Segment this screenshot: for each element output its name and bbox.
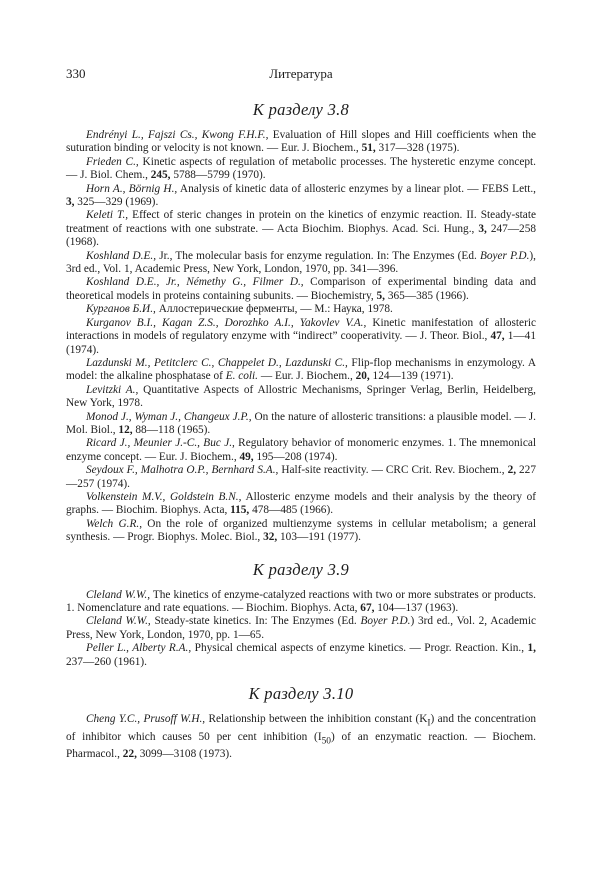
reference-text: Steady-state kinetics. In: The Enzymes (Ed.: [150, 615, 361, 628]
reference-authors: Levitzki A.,: [86, 383, 139, 396]
section-title: К разделу 3.8: [252, 100, 350, 119]
reference-text: 237—260 (1961).: [66, 655, 147, 668]
page-number: 330: [66, 66, 86, 81]
reference-volume: 3,: [66, 196, 75, 209]
reference-text: 1—41 (1974).: [66, 330, 536, 356]
reference-text: 88—118 (1965).: [132, 423, 211, 436]
reference-text: I: [427, 718, 431, 729]
reference-text: The kinetics of enzyme-catalyzed reactions with two or more substrates or products. 1. Nomenclature and rate equations. — Biochim. Biophys. Acta,: [66, 588, 536, 614]
reference-text: 50: [321, 735, 331, 746]
reference-text: On the nature of allosteric transitions: a plausible model. — J. Mol. Biol.,: [66, 410, 536, 436]
reference-volume: 5,: [376, 289, 385, 302]
reference-authors: Cleland W.W.,: [86, 615, 151, 628]
reference-volume: 22,: [122, 748, 137, 761]
reference-authors: Lazdunski M., Petitclerc C., Chappelet D., Lazdunski C.,: [86, 356, 348, 369]
reference-entry: [66, 276, 536, 303]
reference-authors: Koshland D.E., Jr., Némethy G., Filmer D.,: [86, 276, 304, 289]
reference-volume: 245,: [150, 169, 171, 182]
reference-text: On the role of organized multienzyme systems in cellular metabolism; a general synthesis. — Progr. Biophys. Molec. Biol.,: [66, 517, 536, 544]
reference-authors: Seydoux F., Malhotra O.P., Bernhard S.A.,: [86, 464, 279, 477]
reference-text: 325—329 (1969).: [74, 196, 159, 209]
reference-entry: [66, 183, 536, 210]
reference-text: ) and the concentration of inhibitor which causes 50 per cent inhibition (I: [66, 713, 536, 743]
reference-authors: Horn A., Börnig H.,: [86, 182, 178, 195]
reference-entry: [66, 491, 536, 518]
reference-authors: Cheng Y.C., Prusoff W.H.,: [86, 713, 206, 726]
running-head: [66, 66, 536, 84]
reference-authors: Welch G.R.,: [86, 517, 143, 530]
reference-entry: [66, 129, 536, 156]
reference-entry: [66, 357, 536, 384]
reference-text: Allosteric enzyme models and their analysis by the theory of graphs. — Biochim. Biophys. Acta,: [66, 490, 537, 517]
reference-entry: [66, 437, 536, 464]
reference-text: 124—139 (1971).: [369, 370, 454, 383]
reference-authors: Kurganov B.I., Kagan Z.S., Dorozhko A.I., Yakovlev V.A.,: [86, 316, 367, 329]
reference-text: 317—328 (1975).: [375, 142, 460, 155]
reference-entry: [66, 411, 536, 438]
reference-authors: Frieden C.,: [86, 155, 139, 168]
reference-text: Relationship between the inhibition constant (K: [205, 713, 428, 726]
reference-text: 5788—5799 (1970).: [170, 169, 266, 182]
reference-text: Quantitative Aspects of Allostric Mechanisms, Springer Verlag, Berlin, Heidelberg, New York, 1978.: [66, 383, 536, 410]
reference-volume: 49,: [239, 450, 254, 463]
bibliography: [66, 99, 536, 762]
reference-authors: Ricard J., Meunier J.-C., Buc J.,: [86, 437, 235, 450]
reference-authors: Endrényi L., Fajszi Cs., Kwong F.H.F.,: [86, 129, 269, 141]
reference-text: Flip-flop mechanisms in enzymology. A model: the alkaline phosphatase of: [66, 356, 536, 383]
reference-volume: 32,: [263, 531, 278, 544]
reference-text: 103—191 (1977).: [277, 531, 361, 544]
reference-volume: 3,: [478, 222, 487, 235]
section-title: К разделу 3.10: [248, 684, 354, 704]
reference-authors: Keleti T.,: [86, 209, 129, 222]
reference-authors: Cleland W.W.,: [86, 588, 151, 601]
reference-text: 365—385 (1966).: [385, 289, 469, 302]
reference-authors: Koshland D.E.,: [86, 249, 157, 262]
reference-entry: [66, 464, 536, 491]
reference-text: Regulatory behavior of monomeric enzymes. 1. The mnemonical enzyme concept. — Eur. J. Biochem.,: [66, 437, 536, 463]
reference-text: 195—208 (1974).: [253, 450, 338, 463]
reference-text: Comparison of experimental binding data and theoretical models in proteins containing subunits. — Biochemistry,: [66, 276, 536, 302]
reference-text: Effect of steric changes in protein on the kinetics of enzymic reaction. II. Steady-state treatment of reactions with one substrate. — Acta Biochim. Biophys. Acad. Sci. Hung.,: [66, 209, 536, 235]
reference-authors: Volkenstein M.V., Goldstein B.N.,: [86, 490, 242, 503]
reference-text: ) 3rd ed., Vol. 2, Academic Press, New York, London, 1970, pp. 1—65.: [66, 615, 536, 641]
reference-entry: [66, 250, 536, 277]
reference-entry: [66, 156, 536, 183]
reference-entry: [66, 615, 536, 642]
reference-text: 247—258 (1968).: [66, 222, 537, 249]
reference-authors: Monod J., Wyman J., Changeux J.P.,: [86, 410, 252, 423]
reference-text: ) of an enzymatic reaction. — Biochem. Pharmacol.,: [66, 730, 536, 761]
reference-text: 227—257 (1974).: [66, 464, 536, 490]
reference-text: ), 3rd ed., Vol. 1, Academic Press, New York, London, 1970, pp. 341—396.: [66, 249, 536, 276]
reference-authors: Boyer P.D.: [360, 615, 411, 628]
reference-volume: 20,: [355, 370, 370, 383]
reference-volume: 47,: [490, 330, 505, 343]
reference-volume: 67,: [360, 602, 375, 614]
reference-text: Jr., The molecular basis for enzyme regulation. In: The Enzymes (Ed.: [156, 249, 480, 262]
reference-authors: Курганов Б.И.,: [86, 303, 156, 316]
reference-volume: 115,: [230, 504, 250, 517]
reference-authors: Boyer P.D.: [479, 249, 530, 262]
reference-entry: [66, 317, 536, 357]
reference-text: 478—485 (1966).: [249, 504, 334, 517]
section-title: К разделу 3.9: [252, 559, 350, 579]
reference-authors: Peller L., Alberty R.A.,: [86, 642, 192, 655]
reference-volume: 12,: [118, 423, 133, 436]
reference-text: 104—137 (1963).: [374, 602, 459, 614]
reference-text: Kinetic aspects of regulation of metabolic processes. The hysteretic enzyme concept. — J. Biol. Chem.,: [66, 155, 536, 182]
reference-text: Analysis of kinetic data of allosteric enzymes by a linear plot. — FEBS Lett.,: [177, 182, 537, 195]
reference-text: Kinetic manifestation of allosteric interactions in models of regulatory enzyme with “indirect” cooperativity. — J. Theor. Biol.,: [66, 316, 536, 343]
reference-entry: [66, 518, 536, 545]
reference-text: Physical chemical aspects of enzyme kinetics. — Progr. Reaction. Kin.,: [191, 642, 528, 655]
reference-authors: E. coli.: [225, 370, 259, 383]
reference-text: Evaluation of Hill slopes and Hill coefficients when the suturation binding or velocity is not known. — Eur. J. Biochem.,: [66, 129, 536, 155]
reference-entry: [66, 589, 536, 616]
reference-entry: [66, 642, 536, 669]
reference-volume: 1,: [527, 642, 536, 655]
reference-entry: [66, 384, 536, 411]
reference-volume: 2,: [507, 464, 517, 477]
reference-entry: [66, 713, 536, 762]
reference-volume: 51,: [361, 142, 376, 155]
reference-text: Аллостерические ферменты, — М.: Наука, 1978.: [155, 303, 393, 316]
running-title: Литература: [269, 66, 333, 81]
reference-text: Half-site reactivity. — CRC Crit. Rev. Biochem.,: [278, 464, 508, 477]
reference-entry: [66, 303, 536, 316]
reference-text: — Eur. J. Biochem.,: [258, 370, 356, 383]
reference-entry: [66, 209, 536, 249]
reference-text: 3099—3108 (1973).: [136, 748, 232, 761]
